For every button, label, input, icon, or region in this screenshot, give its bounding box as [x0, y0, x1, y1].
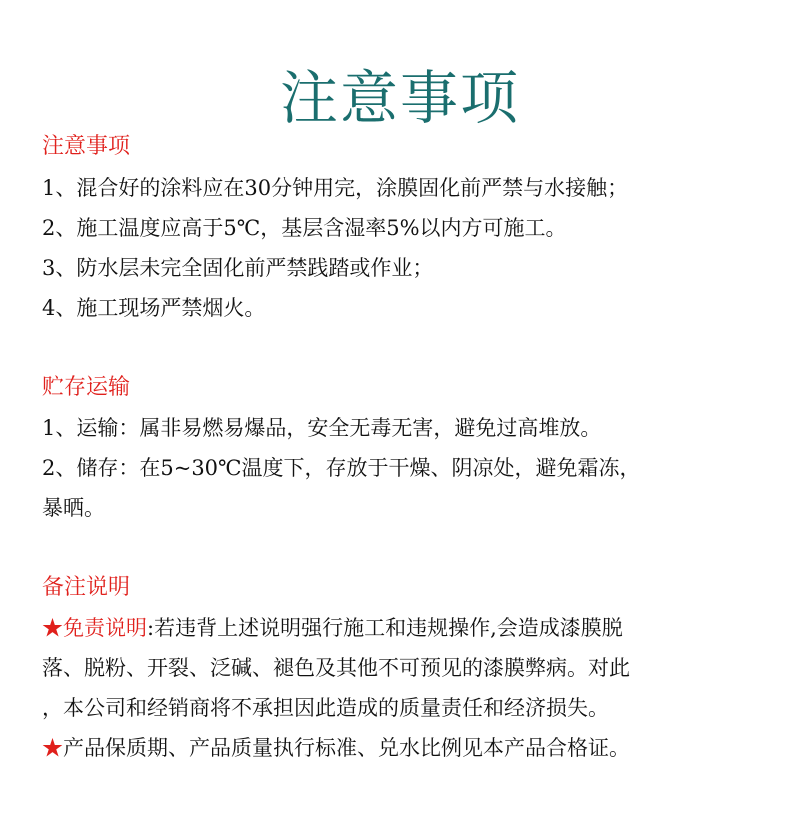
- disclaimer-line: ，本公司和经销商将不承担因此造成的质量责任和经济损失。: [42, 696, 609, 720]
- star-icon: ★: [42, 736, 63, 760]
- disclaimer-label: 免责说明: [63, 616, 147, 640]
- section-heading-notice: 注意事项: [42, 134, 131, 159]
- note-text: 产品保质期、产品质量执行标准、兑水比例见本产品合格证。: [63, 736, 630, 760]
- storage-line: 暴晒。: [42, 496, 105, 520]
- storage-line: 2、储存：在5~30℃温度下，存放于干燥、阴凉处，避免霜冻，: [42, 456, 641, 480]
- disclaimer-line: [42, 613, 772, 643]
- star-icon: ★: [42, 616, 63, 640]
- notice-line: 2、施工温度应高于5℃，基层含湿率5%以内方可施工。: [42, 216, 567, 240]
- note-line: [42, 733, 772, 763]
- notice-line: 4、施工现场严禁烟火。: [42, 296, 266, 320]
- storage-line: 1、运输：属非易燃易爆品，安全无毒无害，避免过高堆放。: [42, 416, 602, 440]
- disclaimer-line: 落、脱粉、开裂、泛碱、褪色及其他不可预见的漆膜弊病。对此: [42, 656, 630, 680]
- section-heading-remarks: 备注说明: [42, 575, 131, 600]
- notice-line: 1、混合好的涂料应在30分钟用完，涂膜固化前严禁与水接触；: [42, 176, 629, 200]
- notice-line: 3、防水层未完全固化前严禁践踏或作业；: [42, 256, 434, 280]
- disclaimer-text: :若违背上述说明强行施工和违规操作,会造成漆膜脱: [147, 616, 623, 640]
- page-title: 注意事项: [279, 64, 520, 132]
- section-heading-storage: 贮存运输: [42, 375, 131, 400]
